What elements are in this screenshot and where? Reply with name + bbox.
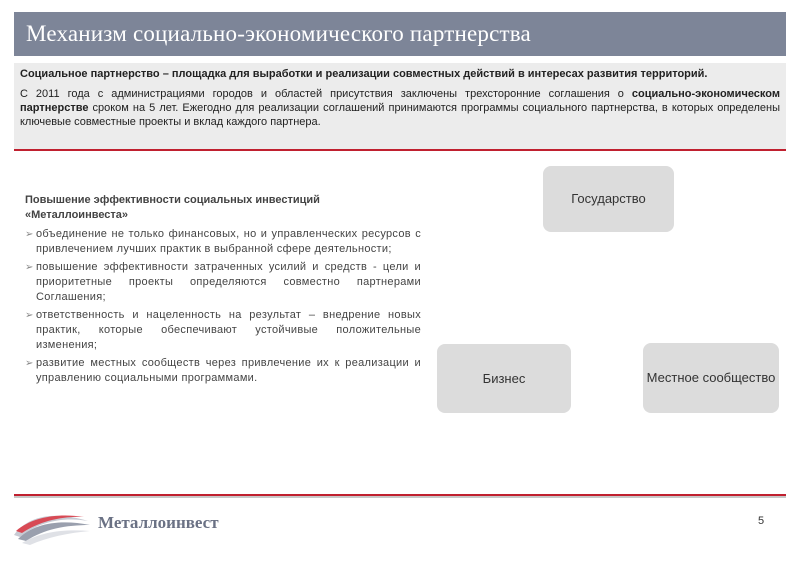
list-item	[25, 356, 421, 386]
list-item	[25, 308, 421, 353]
bullet-list	[25, 227, 421, 386]
list-item	[25, 227, 421, 257]
arrow-bullet-icon: ➢	[25, 262, 34, 273]
list-item-text: ответственность и нацеленность на результат – внедрение новых практик, которые обеспечивают устойчивые положительные изменения;	[36, 309, 421, 351]
arrow-bullet-icon: ➢	[25, 229, 34, 240]
metalloinvest-logo-icon	[12, 505, 92, 547]
list-item-text: объединение не только финансовых, но и управленческих ресурсов с привлечением лучших практик в выбранной сфере деятельности;	[36, 228, 421, 255]
node-community: Местное сообщество	[643, 343, 779, 413]
info-para-before: С 2011 года с администрациями городов и областей присутствия заключены трехсторонние соглашения о	[20, 88, 632, 100]
info-para-after: сроком на 5 лет. Ежегодно для реализации соглашений принимаются программы социального партнерства, в которых определены ключевые совместные проекты и вклад каждого партнера.	[20, 102, 780, 128]
list-item-text: развитие местных сообществ через привлечение их к реализации и управлению социальными программами.	[36, 357, 421, 384]
arrow-bullet-icon: ➢	[25, 310, 34, 321]
info-paragraph	[20, 87, 780, 129]
footer-divider	[14, 494, 786, 498]
section-heading: Повышение эффективности социальных инвестиций «Металлоинвеста»	[25, 194, 320, 221]
list-item-text: повышение эффективности затраченных усилий и средств - цели и приоритетные проекты определяются совместно партнерами Соглашения;	[36, 261, 421, 303]
info-lead: Социальное партнерство – площадка для выработки и реализации совместных действий в интересах развития территорий.	[20, 68, 708, 80]
node-state: Государство	[543, 166, 674, 232]
investment-section	[25, 193, 421, 389]
node-business: Бизнес	[437, 344, 571, 413]
info-para-bold: социально-экономическом партнерстве	[20, 88, 780, 114]
info-box	[14, 63, 786, 151]
title-bar	[14, 12, 786, 56]
logo-text: Металлоинвест	[98, 513, 219, 532]
arrow-bullet-icon: ➢	[25, 358, 34, 369]
list-item	[25, 260, 421, 305]
page-number: 5	[758, 515, 765, 527]
slide-title: Механизм социально-экономического партнерства	[26, 21, 531, 46]
